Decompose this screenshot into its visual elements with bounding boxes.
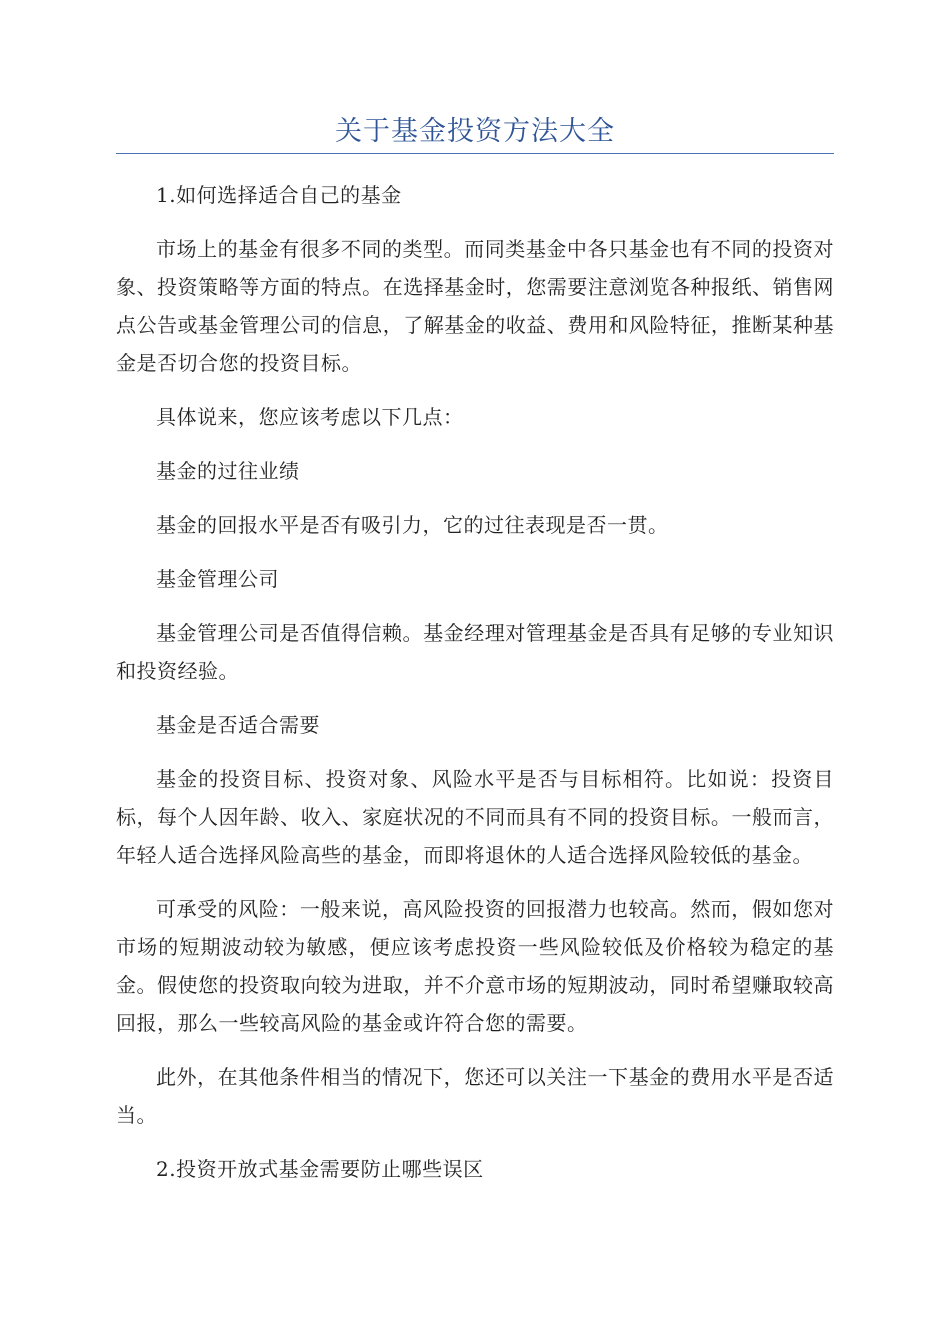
section-heading-2: 2.投资开放式基金需要防止哪些误区 (156, 1157, 484, 1181)
document-title: 关于基金投资方法大全 (335, 116, 615, 147)
paragraph-risk-tolerance: 可承受的风险：一般来说，高风险投资的回报潜力也较高。然而，假如您对市场的短期波动较为敏感，便应该考虑投资一些风险较低及价格较为稳定的基金。假使您的投资取向较为进取，并不介意市场的短期波动，同时希望赚取较高回报，那么一些较高风险的基金或许符合您的需要。 (116, 897, 834, 1035)
subheading-management-company: 基金管理公司 (156, 567, 279, 591)
paragraph-past-performance: 基金的回报水平是否有吸引力，它的过往表现是否一贯。 (156, 513, 669, 537)
section-heading-1: 1.如何选择适合自己的基金 (156, 183, 402, 207)
title-underline (116, 153, 834, 154)
paragraph-fees: 此外，在其他条件相当的情况下，您还可以关注一下基金的费用水平是否适当。 (116, 1065, 834, 1127)
document-body (116, 176, 834, 1204)
paragraph-management-company: 基金管理公司是否值得信赖。基金经理对管理基金是否具有足够的专业知识和投资经验。 (116, 621, 834, 683)
paragraph-market-types: 市场上的基金有很多不同的类型。而同类基金中各只基金也有不同的投资对象、投资策略等方面的特点。在选择基金时，您需要注意浏览各种报纸、销售网点公告或基金管理公司的信息，了解基金的收益、费用和风险特征，推断某种基金是否切合您的投资目标。 (116, 237, 834, 375)
subheading-suitability: 基金是否适合需要 (156, 713, 320, 737)
paragraph-considerations-intro: 具体说来，您应该考虑以下几点： (156, 405, 464, 429)
paragraph-suitability: 基金的投资目标、投资对象、风险水平是否与目标相符。比如说：投资目标，每个人因年龄、收入、家庭状况的不同而具有不同的投资目标。一般而言，年轻人适合选择风险高些的基金，而即将退休的人适合选择风险较低的基金。 (116, 767, 834, 867)
subheading-past-performance: 基金的过往业绩 (156, 459, 300, 483)
